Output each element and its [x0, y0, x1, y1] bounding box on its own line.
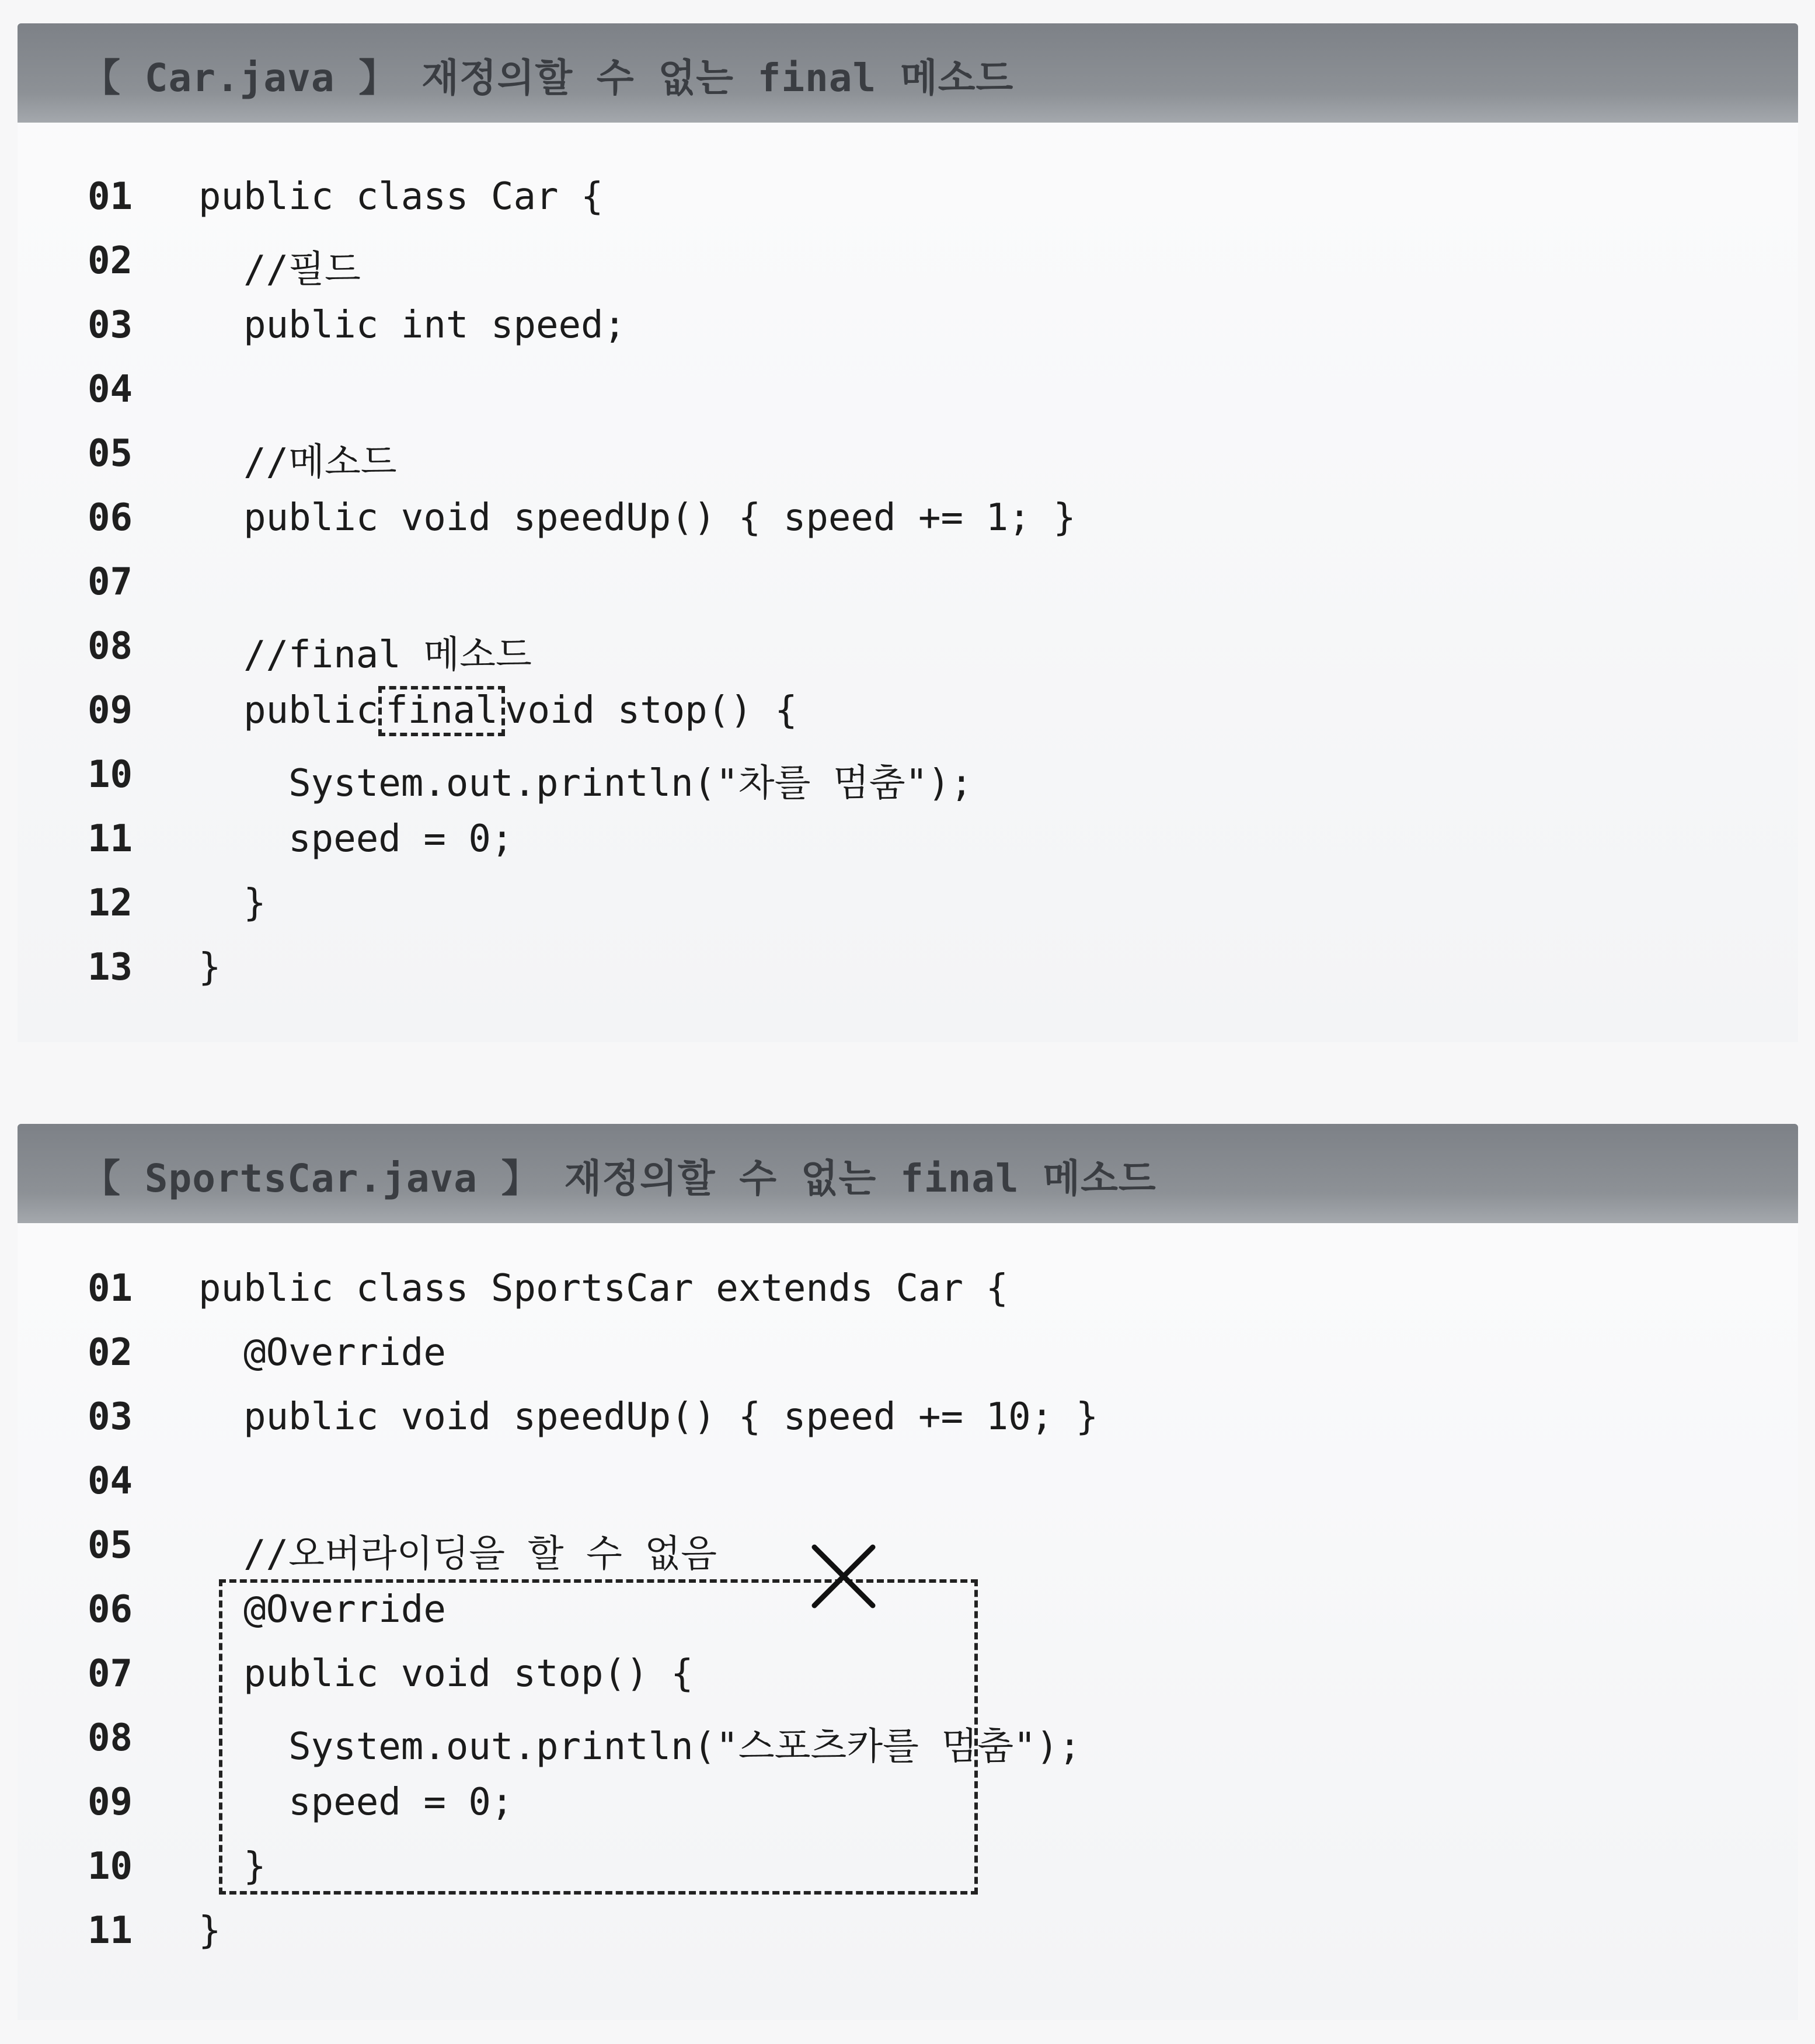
line-number: 10: [88, 753, 133, 796]
line-number: 10: [88, 1845, 133, 1888]
code-text: //필드: [198, 248, 361, 291]
line-number: 07: [88, 560, 133, 604]
code-text: public void speedUp() { speed += 1; }: [198, 496, 1076, 539]
code-line: [18, 560, 1798, 625]
code-text: }: [198, 1845, 266, 1888]
line-number: 09: [88, 689, 133, 732]
code-line: [18, 496, 1798, 560]
code-text: //오버라이딩을 할 수 없음: [198, 1533, 717, 1576]
sportscar-java-code-block: [18, 1124, 1798, 2020]
line-number: 08: [88, 625, 133, 668]
line-number: 07: [88, 1652, 133, 1695]
line-number: 05: [88, 1524, 133, 1567]
code-line: [18, 882, 1798, 946]
line-number: 09: [88, 1781, 133, 1824]
line-number: 04: [88, 1460, 133, 1503]
line-number: 08: [88, 1716, 133, 1760]
code-text: System.out.println("스포츠카를 멈춤");: [198, 1725, 1081, 1768]
code-line: [18, 689, 1798, 753]
code-text: public void speedUp() { speed += 10; }: [198, 1395, 1099, 1439]
line-number: 05: [88, 432, 133, 475]
line-number: 13: [88, 946, 133, 989]
code-text: public void stop() {: [198, 1652, 694, 1695]
code-line: [18, 817, 1798, 882]
line-number: 01: [88, 1267, 133, 1310]
code-text: speed = 0;: [198, 817, 514, 861]
code-line: [18, 1331, 1798, 1395]
line-number: 03: [88, 1395, 133, 1439]
code-text: [198, 689, 797, 733]
code-text: //final 메소드: [198, 633, 532, 677]
car-java-code-block: [18, 23, 1798, 1042]
code-block-header: [18, 23, 1798, 123]
code-line: [18, 753, 1798, 817]
code-block-title: 【 SportsCar.java 】 재정의할 수 없는 final 메소드: [82, 1156, 1156, 1201]
cross-icon: [809, 1541, 879, 1611]
code-text: @Override: [198, 1588, 446, 1631]
code-line: [18, 1460, 1798, 1524]
code-line: [18, 1395, 1798, 1460]
code-text: }: [198, 882, 266, 925]
line-number: 03: [88, 304, 133, 347]
code-text: speed = 0;: [198, 1781, 514, 1824]
final-keyword-highlight: final: [378, 686, 505, 736]
line-number: 02: [88, 1331, 133, 1374]
code-line: [18, 368, 1798, 432]
line-number: 02: [88, 239, 133, 283]
code-text: System.out.println("차를 멈춤");: [198, 762, 973, 805]
line-number: 11: [88, 1909, 133, 1952]
code-line: [18, 175, 1798, 239]
code-text: public class Car {: [198, 175, 604, 218]
code-line: [18, 625, 1798, 689]
code-text: //메소드: [198, 441, 397, 484]
line-number: 01: [88, 175, 133, 218]
code-text: }: [198, 946, 221, 989]
code-line: [18, 432, 1798, 496]
code-text: public int speed;: [198, 304, 626, 347]
code-line: [18, 1909, 1798, 1973]
code-block-header: [18, 1124, 1798, 1223]
line-number: 12: [88, 882, 133, 925]
code-text-after: void stop() {: [504, 689, 797, 732]
code-text: @Override: [198, 1331, 446, 1374]
code-line: [18, 1267, 1798, 1331]
line-number: 06: [88, 496, 133, 539]
code-line: [18, 1524, 1798, 1588]
invalid-override-highlight: [219, 1579, 978, 1895]
code-text: public class SportsCar extends Car {: [198, 1267, 1009, 1310]
code-text-before: public: [198, 689, 379, 732]
code-line: [18, 946, 1798, 1010]
line-number: 04: [88, 368, 133, 411]
code-text: }: [198, 1909, 221, 1952]
line-number: 06: [88, 1588, 133, 1631]
code-line: [18, 304, 1798, 368]
line-number: 11: [88, 817, 133, 861]
code-line: [18, 239, 1798, 304]
code-block-title: 【 Car.java 】 재정의할 수 없는 final 메소드: [82, 55, 1014, 100]
